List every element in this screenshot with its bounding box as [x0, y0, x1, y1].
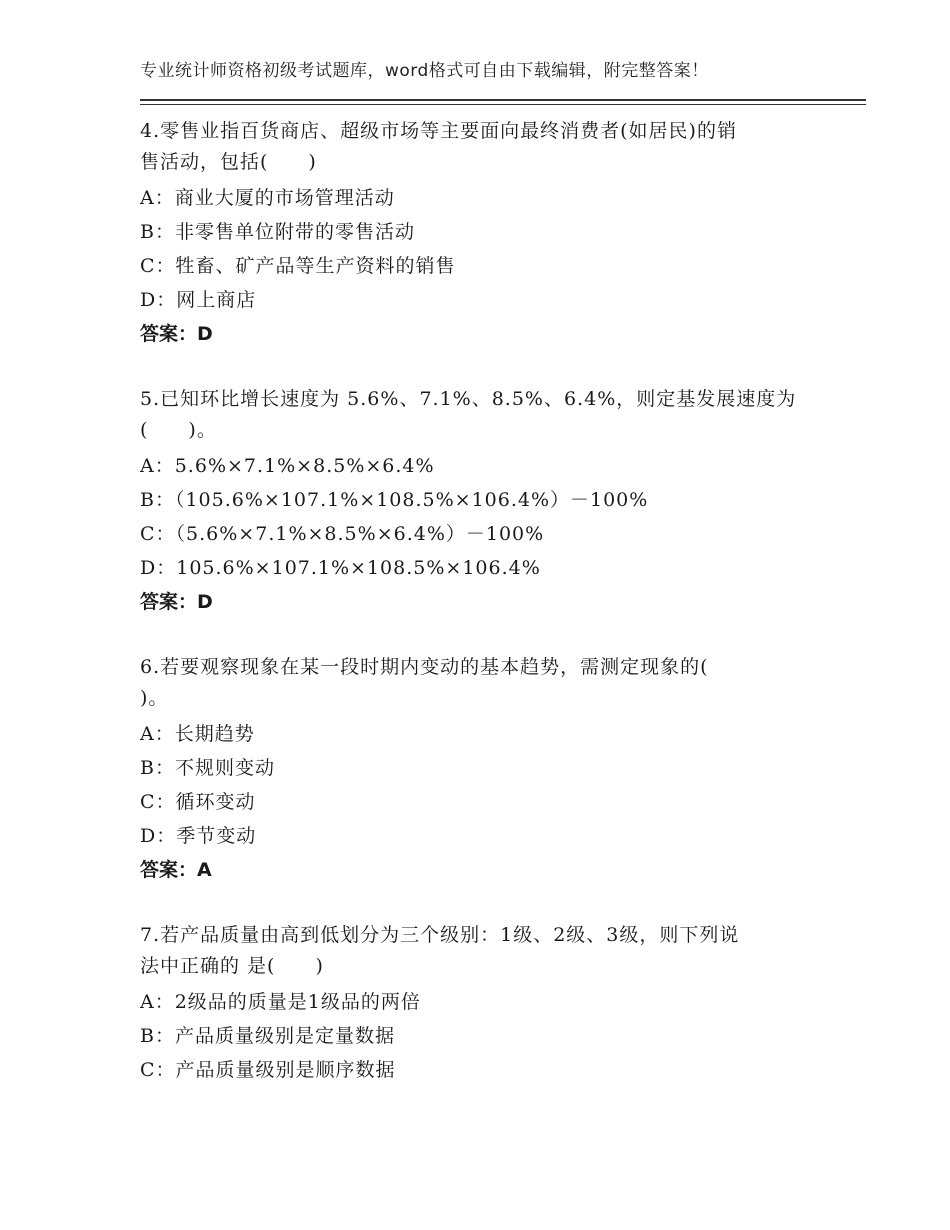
question-5: [140, 384, 840, 619]
option-a: A：5.6%×7.1%×8.5%×6.4%: [140, 455, 435, 477]
option-d: D：105.6%×107.1%×108.5%×106.4%: [140, 557, 541, 579]
option-d: D：季节变动: [140, 825, 257, 847]
question-stem: [140, 384, 840, 446]
stem-line: )。: [140, 687, 169, 709]
question-7: [140, 920, 840, 1087]
stem-line: 售活动，包括( ): [140, 151, 317, 173]
stem-line: 7.若产品质量由高到低划分为三个级别：1级、2级、3级，则下列说: [140, 924, 740, 946]
question-6: [140, 652, 840, 887]
question-stem: [140, 652, 840, 714]
answer-label: 答案：A: [140, 859, 212, 881]
answer-label: 答案：D: [140, 591, 213, 613]
option-c: C：牲畜、矿产品等生产资料的销售: [140, 255, 456, 277]
option-c: C：循环变动: [140, 791, 256, 813]
document-header: 专业统计师资格初级考试题库，word格式可自由下载编辑，附完整答案！: [140, 61, 709, 81]
option-a: A：商业大厦的市场管理活动: [140, 187, 395, 209]
stem-line: ( )。: [140, 419, 217, 441]
option-c: C：产品质量级别是顺序数据: [140, 1059, 396, 1081]
question-4: [140, 116, 840, 351]
option-b: B：不规则变动: [140, 757, 275, 779]
stem-line: 4.零售业指百货商店、超级市场等主要面向最终消费者(如居民)的销: [140, 120, 737, 142]
question-stem: [140, 116, 840, 178]
answer-label: 答案：D: [140, 323, 213, 345]
option-b: B：非零售单位附带的零售活动: [140, 221, 415, 243]
question-list: [140, 116, 840, 1120]
option-a: A：长期趋势: [140, 723, 255, 745]
header-rule-thin: [140, 104, 866, 105]
question-stem: [140, 920, 840, 982]
option-c: C：（5.6%×7.1%×8.5%×6.4%）－100%: [140, 523, 545, 545]
option-d: D：网上商店: [140, 289, 257, 311]
stem-line: 6.若要观察现象在某一段时期内变动的基本趋势，需测定现象的(: [140, 656, 709, 678]
option-b: B：（105.6%×107.1%×108.5%×106.4%）－100%: [140, 489, 649, 511]
option-b: B：产品质量级别是定量数据: [140, 1025, 395, 1047]
header-rule-thick: [140, 99, 866, 101]
stem-line: 法中正确的 是( ): [140, 955, 324, 977]
stem-line: 5.已知环比增长速度为 5.6%、7.1%、8.5%、6.4%，则定基发展速度为: [140, 388, 797, 410]
option-a: A：2级品的质量是1级品的两倍: [140, 991, 421, 1013]
